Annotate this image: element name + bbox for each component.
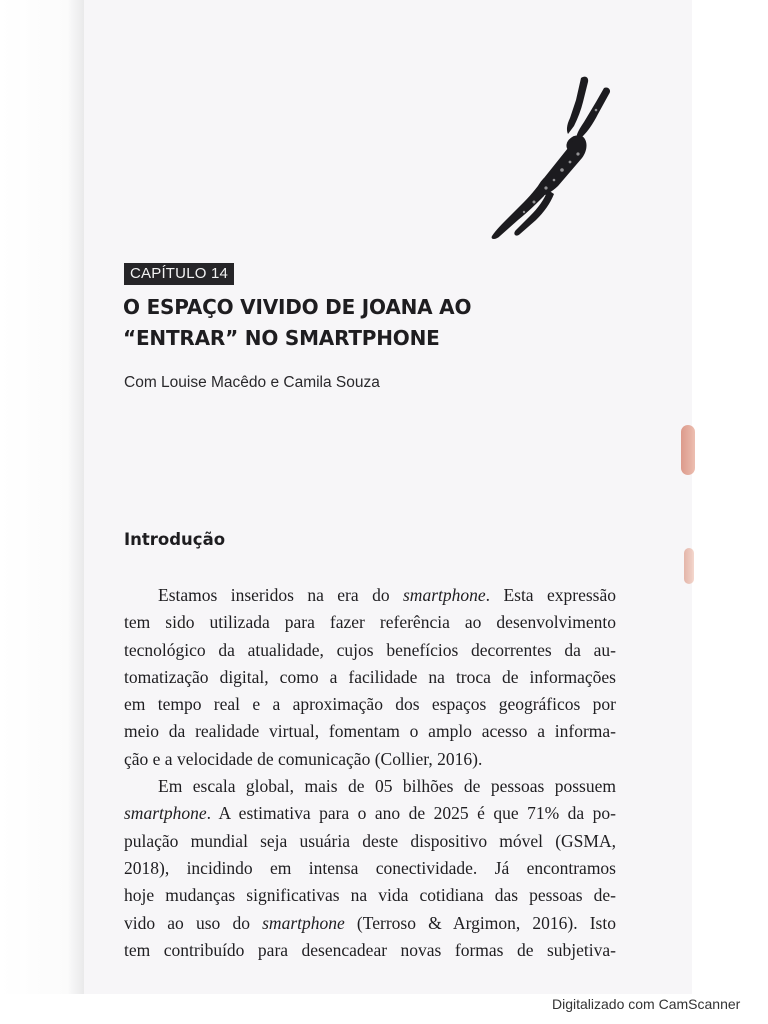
body-line: tomatização digital, como a facilidade na troca de informações: [124, 666, 616, 687]
body-line: hoje mudanças significativas na vida cotidiana das pessoas de-: [124, 885, 616, 906]
body-line: Em escala global, mais de 05 bilhões de pessoas possuem: [158, 776, 616, 797]
body-line: vido ao uso do smartphone (Terroso & Argimon, 2016). Isto: [124, 912, 616, 933]
body-line: em tempo real e a aproximação dos espaços geográficos por: [124, 694, 616, 715]
body-line: tem sido utilizada para fazer referência ao desenvolvimento: [124, 612, 616, 633]
chapter-label: CAPÍTULO 14: [124, 263, 234, 285]
finger-shadow: [681, 425, 695, 475]
chapter-authors: Com Louise Macêdo e Camila Souza: [124, 374, 380, 391]
scan-left-margin: [0, 0, 84, 994]
body-line: ção e a velocidade de comunicação (Collier, 2016).: [124, 748, 483, 769]
chapter-title: [123, 292, 623, 354]
diver-illustration-icon: [488, 74, 614, 240]
body-line: Estamos inseridos na era do smartphone. Esta expressão: [158, 585, 616, 605]
body-line: 2018), incidindo em intensa conectividade. Já encontramos: [124, 857, 616, 878]
body-line: smartphone. A estimativa para o ano de 2025 é que 71% da po-: [124, 803, 616, 824]
body-line: tem contribuído para desencadear novas formas de subjetiva-: [124, 939, 616, 960]
chapter-title-line-2: “ENTRAR” NO SMARTPHONE: [123, 326, 440, 350]
finger-shadow-lower: [684, 548, 694, 584]
body-line: tecnológico da atualidade, cujos benefícios decorrentes da au-: [124, 639, 616, 660]
section-heading: Introdução: [124, 530, 226, 549]
body-line: pulação mundial seja usuária deste dispositivo móvel (GSMA,: [124, 830, 616, 851]
body-text: [124, 582, 616, 964]
scan-right-margin: [692, 0, 768, 994]
chapter-title-line-1: O ESPAÇO VIVIDO DE JOANA AO: [123, 295, 472, 319]
scanner-watermark: Digitalizado com CamScanner: [552, 996, 741, 1012]
body-line: meio da realidade virtual, fomentam o amplo acesso a informa-: [124, 721, 616, 742]
